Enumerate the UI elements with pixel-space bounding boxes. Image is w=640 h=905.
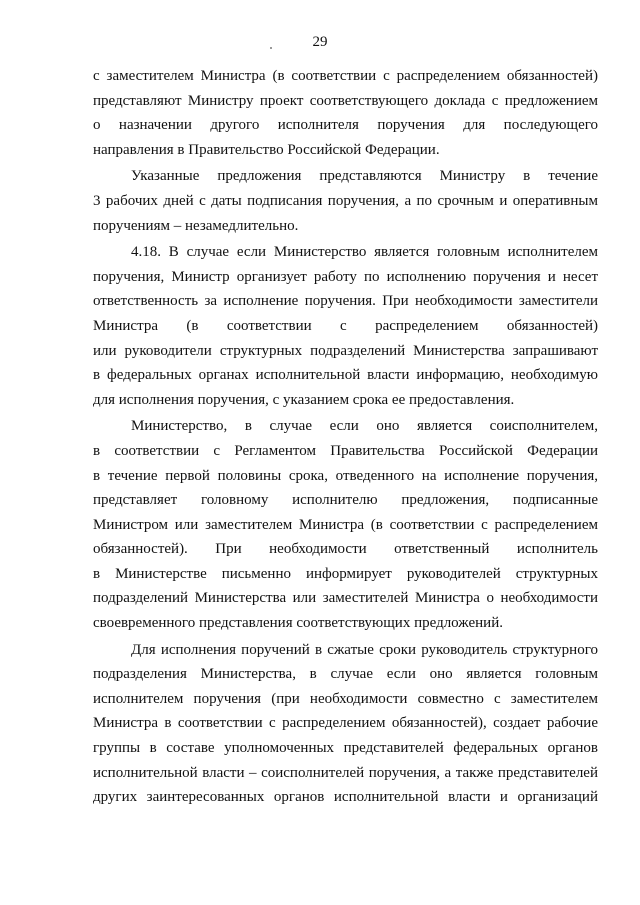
text-line: в течение первой половины срока, отведенного на исполнение поручения, (93, 467, 598, 484)
text-line: подразделения Министерства, в случае если оно является головным (93, 666, 598, 683)
text-line: исполнителем поручения (при необходимости совместно с заместителем (93, 690, 598, 707)
paragraph-working-groups (93, 638, 598, 810)
paragraph-proposals (93, 164, 598, 238)
text-line: направления в Правительство Российской Федерации. (93, 141, 440, 158)
text-line: ответственность за исполнение поручения. При необходимости заместители (93, 293, 598, 310)
text-line: о назначении другого исполнителя поручения для последующего (93, 117, 598, 134)
text-line: 4.18. В случае если Министерство является головным исполнителем (131, 244, 598, 261)
text-line: Министра (в соответствии с распределением обязанностей) (93, 317, 598, 334)
text-line: поручениям – незамедлительно. (93, 217, 299, 234)
text-line: Министерство, в случае если оно является соисполнителем, (131, 418, 598, 435)
text-line: в федеральных органах исполнительной власти информацию, необходимую (93, 367, 598, 384)
text-line: Для исполнения поручений в сжатые сроки руководитель структурного (131, 641, 598, 658)
paragraph-4-18 (93, 240, 598, 412)
text-line: для исполнения поручения, с указанием срока ее предоставления. (93, 391, 515, 408)
text-line: Министром или заместителем Министра (в соответствии с распределением (93, 516, 598, 533)
text-line: подразделений Министерства или заместителей Министра о необходимости (93, 590, 598, 607)
text-line: группы в составе уполномоченных представителей федеральных органов (93, 740, 598, 757)
text-line: поручения, Министр организует работу по исполнению поручения и несет (93, 268, 598, 285)
body-text (93, 64, 598, 810)
page-number: 29 (312, 34, 328, 50)
text-line: своевременного представления соответствующих предложений. (93, 615, 503, 632)
text-line: обязанностей). При необходимости ответственный исполнитель (93, 541, 598, 558)
text-line: или руководители структурных подразделений Министерства запрашивают (93, 342, 598, 359)
scan-dot (270, 47, 272, 49)
paragraph-coexecutor (93, 414, 598, 635)
paragraph-continuation (93, 64, 598, 162)
text-line: представляет головному исполнителю предложения, подписанные (93, 492, 598, 509)
text-line: в Министерстве письменно информирует руководителей структурных (93, 565, 598, 582)
text-line: других заинтересованных органов исполнительной власти и организаций (93, 789, 598, 806)
text-line: в соответствии с Регламентом Правительства Российской Федерации (93, 442, 598, 459)
text-line: Министра в соответствии с распределением обязанностей), создает рабочие (93, 715, 598, 732)
text-line: Указанные предложения представляются Министру в течение (131, 168, 598, 185)
text-line: с заместителем Министра (в соответствии с распределением обязанностей) (93, 68, 598, 84)
text-line: 3 рабочих дней с даты подписания поручения, а по срочным и оперативным (93, 192, 598, 209)
text-line: представляют Министру проект соответствующего доклада с предложением (93, 92, 598, 109)
text-line: исполнительной власти – соисполнителей поручения, а также представителей (93, 764, 598, 781)
